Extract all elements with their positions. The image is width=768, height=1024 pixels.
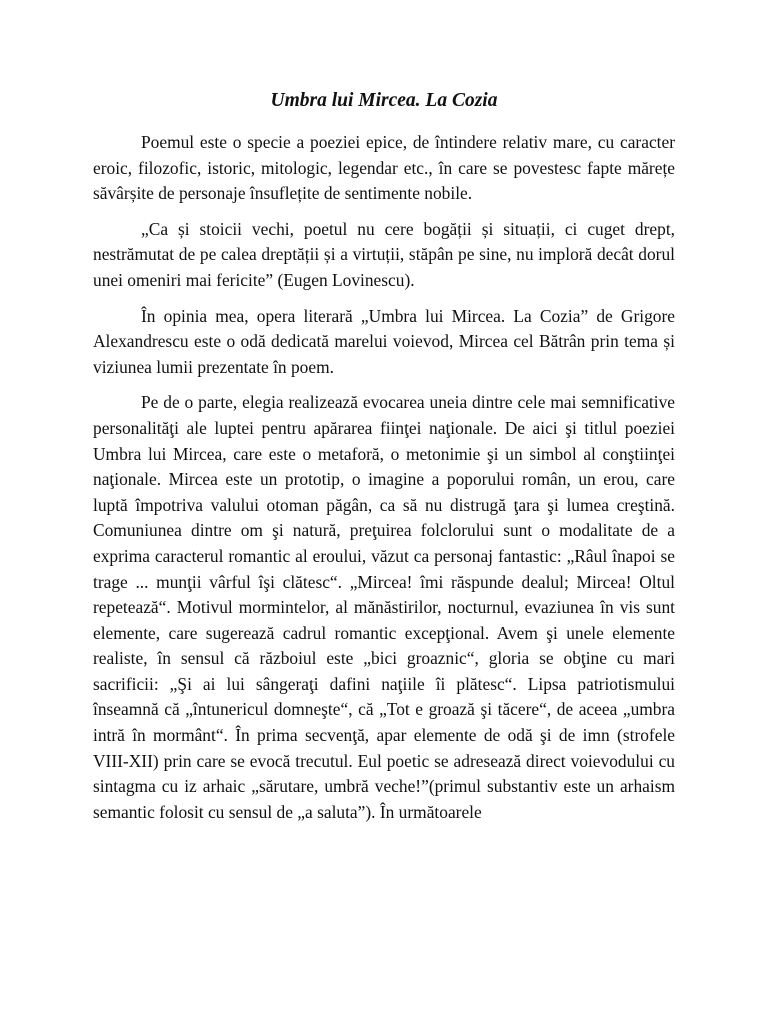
paragraph-quote: „Ca și stoicii vechi, poetul nu cere bogății și situații, ci cuget drept, nestrămutat de pe calea dreptății și a virtuții, stăpân pe sine, nu imploră decât dorul unei omeniri mai fericite” (Eugen Lovinescu).	[93, 218, 675, 290]
paragraph-argument: Pe de o parte, elegia realizează evocarea uneia dintre cele mai semnificative personalităţi ale luptei pentru apărarea fiinţei naţionale. De aici şi titlul poeziei Umbra lui Mircea, care este o metaforă, o metonimie şi un simbol al conştiinţei naţionale. Mircea este un prototip, o imagine a poporului român, un erou, care luptă împotriva valului otoman păgân, ca să nu distrugă ţara şi lumea creştină. Comuniunea dintre om şi natură, preţuirea folclorului sunt o modalitate de a exprima caracterul romantic al eroului, văzut ca personaj fantastic: „Râul înapoi se trage ... munţii vârful îşi clătesc“. „Mircea! îmi răspunde dealul; Mircea! Oltul repetează“. Motivul mormintelor, al mănăstirilor, nocturnul, evaziunea în vis sunt elemente, care sugerează cadrul romantic excepţional. Avem şi unele elemente realiste, în sensul că războiul este „bici groaznic“, gloria se obţine cu mari sacrificii: „Şi ai lui sângeraţi dafini naţiile îi plătesc“. Lipsa patriotismului înseamnă că „întunericul domneşte“, că „Tot e groază şi tăcere“, de aceea „umbra intră în mormânt“. În prima secvenţă, apar elemente de odă şi de imn (strofele VIII-XII) prin care se evocă trecutul. Eul poetic se adresează direct voievodului cu sintagma cu iz arhaic „sărutare, umbră veche!”(primul substantiv este un arhaism semantic folosit cu sensul de „a saluta”). În următoarele	[93, 392, 675, 822]
document-body	[93, 86, 675, 835]
document-title: Umbra lui Mircea. La Cozia	[270, 90, 498, 111]
paragraph-opinion: În opinia mea, opera literară „Umbra lui Mircea. La Cozia” de Grigore Alexandrescu este o odă dedicată marelui voievod, Mircea cel Bătrân prin tema și viziunea lumii prezentate în poem.	[93, 305, 675, 377]
paragraph-definition: Poemul este o specie a poeziei epice, de întindere relativ mare, cu caracter eroic, filozofic, istoric, mitologic, legendar etc., în care se povestesc fapte mărețe săvârșite de personaje însuflețite de sentimente nobile.	[93, 132, 675, 204]
